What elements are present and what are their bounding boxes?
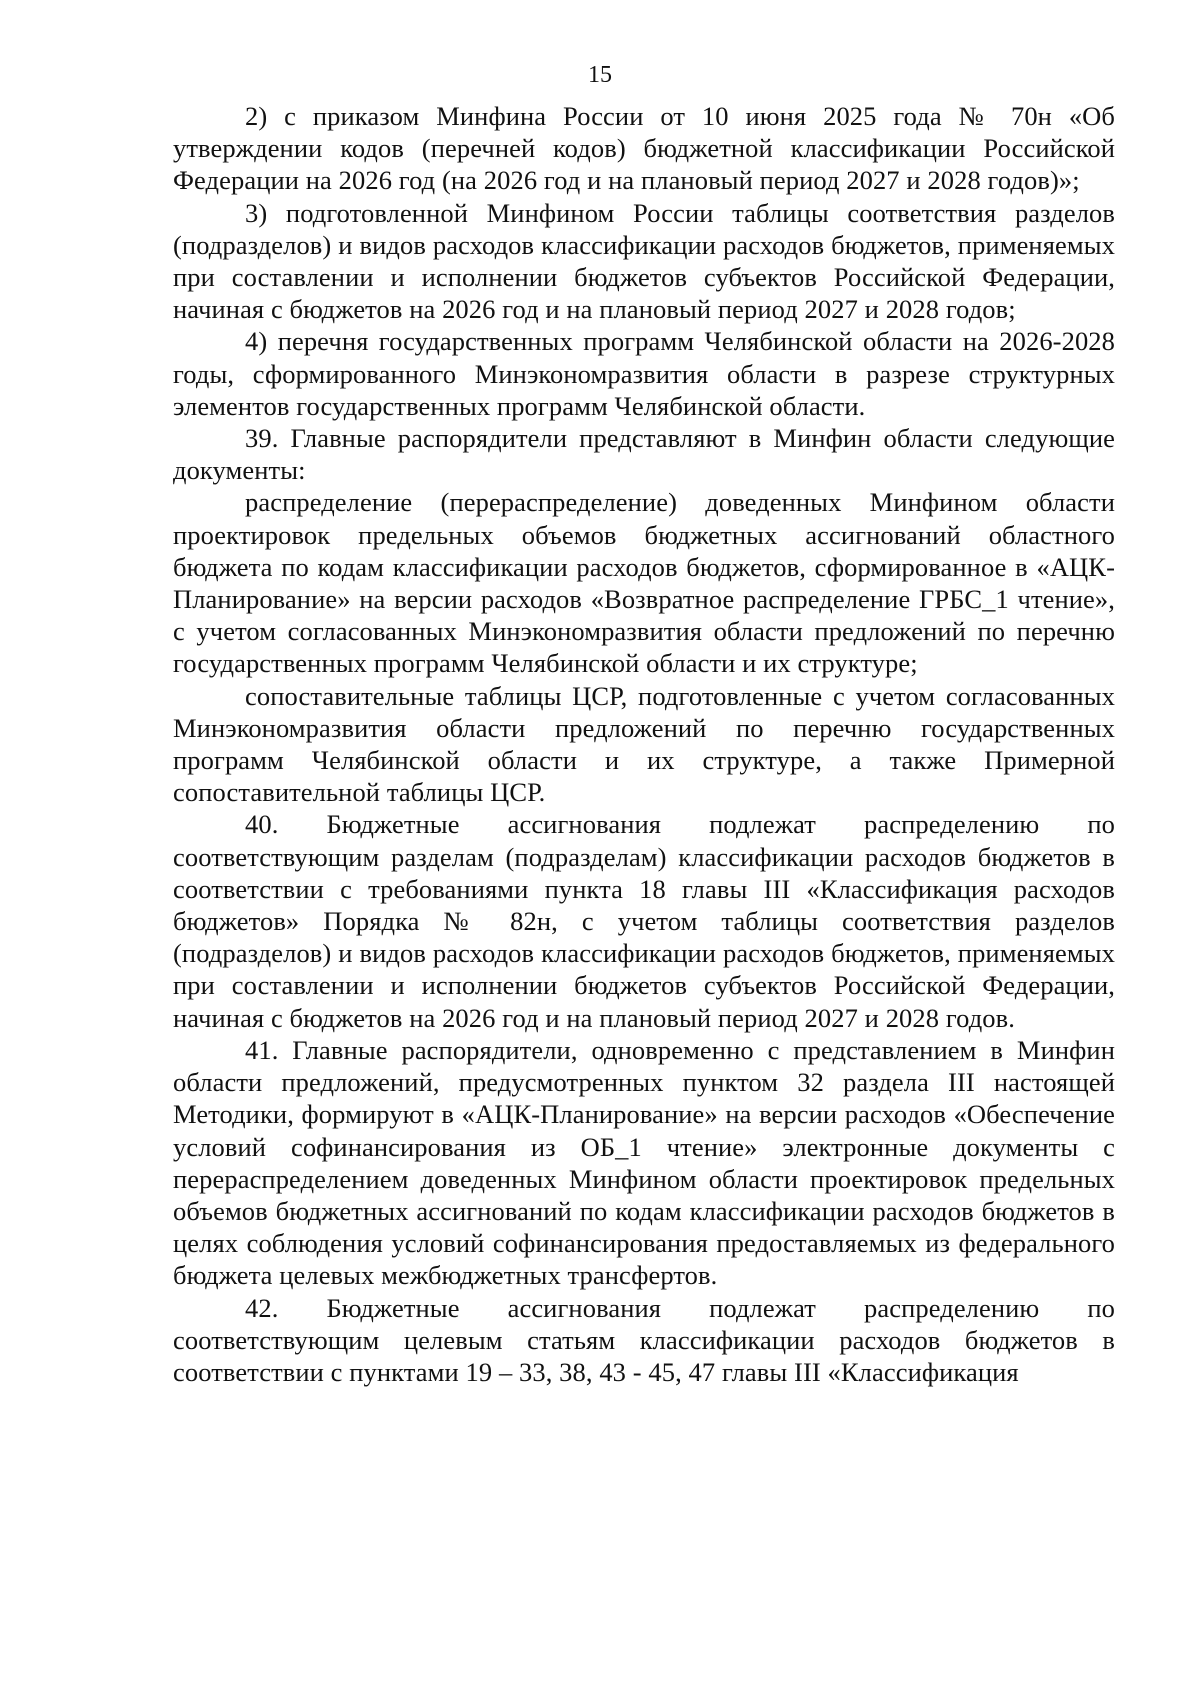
- paragraph-41: 41. Главные распорядители, одновременно с представлением в Минфин области предложений, предусмотренных пунктом 32 раздела III настоящей Методики, формируют в «АЦК-Планирование» на версии расходов «Обеспечение условий софинансирования из ОБ_1 чтение» электронные документы с перераспределением доведенных Минфином области проектировок предельных объемов бюджетных ассигнований по кодам классификации расходов бюджетов в целях соблюдения условий софинансирования предоставляемых из федерального бюджета целевых межбюджетных трансфертов.: [173, 1034, 1115, 1291]
- page-number: 15: [588, 62, 612, 88]
- paragraph-item-2: 2) с приказом Минфина России от 10 июня 2025 года № 70н «Об утверждении кодов (перечней кодов) бюджетной классификации Российской Федерации на 2026 год (на 2026 год и на плановый период 2027 и 2028 годов)»;: [173, 101, 1115, 196]
- paragraph-40: 40. Бюджетные ассигнования подлежат распределению по соответствующим разделам (подразделам) классификации расходов бюджетов в соответствии с требованиями пункта 18 главы III «Классификация расходов бюджетов» Порядка № 82н, с учетом таблицы соответствия разделов (подразделов) и видов расходов классификации расходов бюджетов, применяемых при составлении и исполнении бюджетов субъектов Российской Федерации, начиная с бюджетов на 2026 год и на плановый период 2027 и 2028 годов.: [173, 809, 1115, 1033]
- paragraph-item-4: 4) перечня государственных программ Челябинской области на 2026-2028 годы, сформированного Минэкономразвития области в разрезе структурных элементов государственных программ Челябинской области.: [173, 326, 1115, 421]
- document-body: [173, 100, 1115, 1388]
- paragraph-39: 39. Главные распорядители представляют в Минфин области следующие документы:: [173, 423, 1115, 486]
- paragraph-item-3: 3) подготовленной Минфином России таблицы соответствия разделов (подразделов) и видов расходов классификации расходов бюджетов, применяемых при составлении и исполнении бюджетов субъектов Российской Федерации, начиная с бюджетов на 2026 год и на плановый период 2027 и 2028 годов;: [173, 197, 1115, 325]
- paragraph-42: 42. Бюджетные ассигнования подлежат распределению по соответствующим целевым статьям классификации расходов бюджетов в соответствии с пунктами 19 – 33, 38, 43 - 45, 47 главы III «Классификация: [173, 1292, 1115, 1387]
- paragraph-39-tables: сопоставительные таблицы ЦСР, подготовленные с учетом согласованных Минэкономразвития области предложений по перечню государственных программ Челябинской области и их структуре, а также Примерной сопоставительной таблицы ЦСР.: [173, 680, 1115, 808]
- paragraph-39-distribution: распределение (перераспределение) доведенных Минфином области проектировок предельных объемов бюджетных ассигнований областного бюджета по кодам классификации расходов бюджетов, сформированное в «АЦК-Планирование» на версии расходов «Возвратное распределение ГРБС_1 чтение», с учетом согласованных Минэкономразвития области предложений по перечню государственных программ Челябинской области и их структуре;: [173, 487, 1115, 679]
